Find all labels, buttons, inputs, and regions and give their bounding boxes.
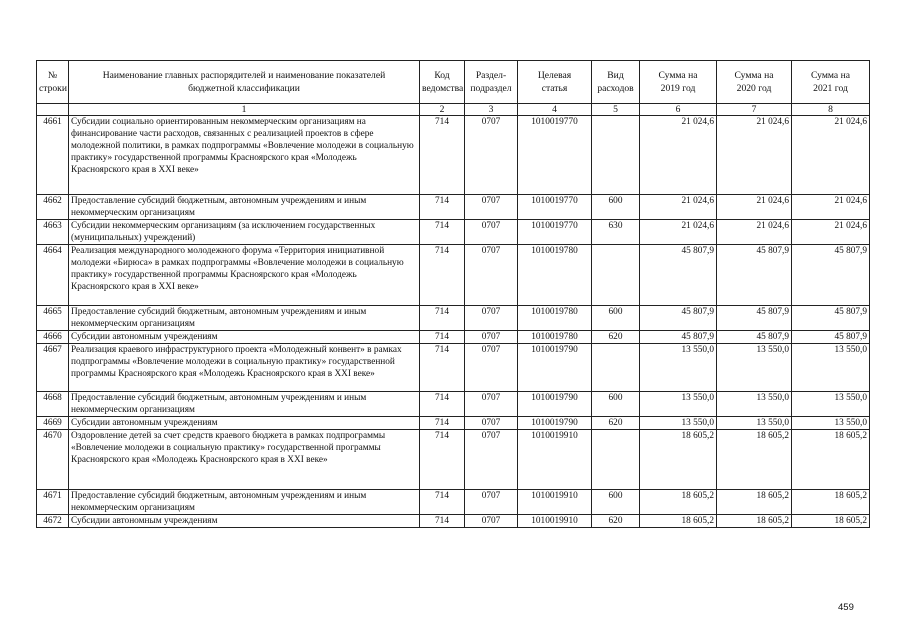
sum-2021-cell: 21 024,6: [792, 220, 870, 245]
table-row: [37, 245, 870, 306]
expense-type-cell: 630: [592, 220, 640, 245]
row-number-cell: 4661: [37, 116, 69, 195]
row-number-cell: 4665: [37, 306, 69, 331]
column-index-cell: 5: [592, 104, 640, 116]
dept-code-cell: 714: [420, 344, 465, 392]
sum-2020-cell: 45 807,9: [717, 245, 792, 306]
sum-2019-cell: 21 024,6: [640, 116, 717, 195]
column-index-cell: 2: [420, 104, 465, 116]
target-article-cell: 1010019770: [518, 220, 592, 245]
sum-2020-cell: 13 550,0: [717, 417, 792, 430]
expense-type-cell: 620: [592, 331, 640, 344]
row-number-cell: 4663: [37, 220, 69, 245]
target-article-cell: 1010019780: [518, 331, 592, 344]
dept-code-cell: 714: [420, 220, 465, 245]
target-article-cell: 1010019770: [518, 116, 592, 195]
target-article-cell: 1010019910: [518, 490, 592, 515]
row-number-cell: 4662: [37, 195, 69, 220]
dept-code-cell: 714: [420, 331, 465, 344]
target-article-cell: 1010019770: [518, 195, 592, 220]
sum-2019-cell: 45 807,9: [640, 331, 717, 344]
sum-2021-cell: 21 024,6: [792, 195, 870, 220]
sum-2021-cell: 45 807,9: [792, 306, 870, 331]
row-number-cell: 4667: [37, 344, 69, 392]
header-sum-2020: Сумма на 2020 год: [717, 61, 792, 104]
table-body: [37, 116, 870, 528]
table-row: [37, 195, 870, 220]
row-number-cell: 4664: [37, 245, 69, 306]
header-target-article: Целевая статья: [518, 61, 592, 104]
row-name-cell: Оздоровление детей за счет средств краевого бюджета в рамках подпрограммы «Вовлечение молодежи в социальную практику» государственной программы Красноярского края «Молодежь Красноярского края в XXI веке»: [69, 430, 420, 490]
sum-2021-cell: 18 605,2: [792, 430, 870, 490]
row-name-cell: Предоставление субсидий бюджетным, автономным учреждениям и иным некоммерческим организациям: [69, 195, 420, 220]
row-name-cell: Субсидии автономным учреждениям: [69, 331, 420, 344]
table-row: [37, 490, 870, 515]
sum-2019-cell: 21 024,6: [640, 220, 717, 245]
expense-type-cell: [592, 245, 640, 306]
row-number-cell: 4672: [37, 515, 69, 528]
column-index-cell: 8: [792, 104, 870, 116]
row-number-cell: 4666: [37, 331, 69, 344]
sum-2020-cell: 21 024,6: [717, 116, 792, 195]
dept-code-cell: 714: [420, 417, 465, 430]
section-cell: 0707: [465, 306, 518, 331]
section-cell: 0707: [465, 331, 518, 344]
row-name-cell: Реализация краевого инфраструктурного проекта «Молодежный конвент» в рамках подпрограммы «Вовлечение молодежи в социальную практику» государственной программы Красноярского края «Молодежь Красноярского края в XXI веке»: [69, 344, 420, 392]
table-row: [37, 417, 870, 430]
target-article-cell: 1010019910: [518, 515, 592, 528]
sum-2020-cell: 21 024,6: [717, 195, 792, 220]
sum-2019-cell: 13 550,0: [640, 392, 717, 417]
column-index-cell: 3: [465, 104, 518, 116]
section-cell: 0707: [465, 417, 518, 430]
section-cell: 0707: [465, 344, 518, 392]
expense-type-cell: 600: [592, 490, 640, 515]
header-section: Раздел- подраздел: [465, 61, 518, 104]
sum-2020-cell: 13 550,0: [717, 344, 792, 392]
header-sum-2021: Сумма на 2021 год: [792, 61, 870, 104]
sum-2019-cell: 13 550,0: [640, 344, 717, 392]
sum-2020-cell: 45 807,9: [717, 306, 792, 331]
row-name-cell: Субсидии автономным учреждениям: [69, 515, 420, 528]
row-name-cell: Субсидии социально ориентированным некоммерческим организациям на финансирование части расходов, связанных с реализацией проектов в сфере молодежной политики, в рамках подпрограммы «Вовлечение молодежи в социальную практику» государственной программы Красноярского края «Молодежь Красноярского края в XXI веке»: [69, 116, 420, 195]
header-row: [37, 61, 870, 104]
sum-2019-cell: 18 605,2: [640, 515, 717, 528]
dept-code-cell: 714: [420, 515, 465, 528]
section-cell: 0707: [465, 392, 518, 417]
table-row: [37, 331, 870, 344]
row-number-cell: 4668: [37, 392, 69, 417]
row-name-cell: Предоставление субсидий бюджетным, автономным учреждениям и иным некоммерческим организациям: [69, 306, 420, 331]
section-cell: 0707: [465, 220, 518, 245]
expense-type-cell: 600: [592, 306, 640, 331]
target-article-cell: 1010019790: [518, 417, 592, 430]
section-cell: 0707: [465, 116, 518, 195]
section-cell: 0707: [465, 195, 518, 220]
table-row: [37, 344, 870, 392]
dept-code-cell: 714: [420, 392, 465, 417]
table-row: [37, 430, 870, 490]
sum-2019-cell: 21 024,6: [640, 195, 717, 220]
column-index-cell: 4: [518, 104, 592, 116]
target-article-cell: 1010019910: [518, 430, 592, 490]
row-number-cell: 4670: [37, 430, 69, 490]
sum-2019-cell: 13 550,0: [640, 417, 717, 430]
section-cell: 0707: [465, 490, 518, 515]
column-index-cell: [37, 104, 69, 116]
sum-2021-cell: 45 807,9: [792, 331, 870, 344]
sum-2020-cell: 21 024,6: [717, 220, 792, 245]
expense-type-cell: 600: [592, 195, 640, 220]
expense-type-cell: [592, 430, 640, 490]
sum-2021-cell: 18 605,2: [792, 490, 870, 515]
column-index-cell: 1: [69, 104, 420, 116]
sum-2021-cell: 18 605,2: [792, 515, 870, 528]
row-name-cell: Субсидии некоммерческим организациям (за исключением государственных (муниципальных) учреждений): [69, 220, 420, 245]
section-cell: 0707: [465, 515, 518, 528]
header-dept-code: Код ведомства: [420, 61, 465, 104]
dept-code-cell: 714: [420, 245, 465, 306]
target-article-cell: 1010019790: [518, 392, 592, 417]
page-number: 459: [838, 602, 854, 613]
sum-2021-cell: 13 550,0: [792, 417, 870, 430]
row-name-cell: Реализация международного молодежного форума «Территория инициативной молодежи «Бирюса» в рамках подпрограммы «Вовлечение молодежи в социальную практику» государственной программы Красноярского края «Молодежь Красноярского края в XXI веке»: [69, 245, 420, 306]
expense-type-cell: 620: [592, 515, 640, 528]
expense-type-cell: 620: [592, 417, 640, 430]
section-cell: 0707: [465, 245, 518, 306]
sum-2021-cell: 13 550,0: [792, 344, 870, 392]
budget-table: [36, 60, 870, 528]
header-expense-type: Вид расходов: [592, 61, 640, 104]
target-article-cell: 1010019790: [518, 344, 592, 392]
row-name-cell: Предоставление субсидий бюджетным, автономным учреждениям и иным некоммерческим организациям: [69, 490, 420, 515]
column-index-cell: 7: [717, 104, 792, 116]
expense-type-cell: [592, 116, 640, 195]
sum-2020-cell: 18 605,2: [717, 430, 792, 490]
sum-2021-cell: 45 807,9: [792, 245, 870, 306]
dept-code-cell: 714: [420, 306, 465, 331]
column-index-row: [37, 104, 870, 116]
table-row: [37, 306, 870, 331]
table-row: [37, 515, 870, 528]
sum-2019-cell: 45 807,9: [640, 306, 717, 331]
column-index-cell: 6: [640, 104, 717, 116]
row-name-cell: Предоставление субсидий бюджетным, автономным учреждениям и иным некоммерческим организациям: [69, 392, 420, 417]
sum-2021-cell: 21 024,6: [792, 116, 870, 195]
dept-code-cell: 714: [420, 430, 465, 490]
header-row-number: № строки: [37, 61, 69, 104]
sum-2020-cell: 18 605,2: [717, 490, 792, 515]
header-sum-2019: Сумма на 2019 год: [640, 61, 717, 104]
sum-2019-cell: 45 807,9: [640, 245, 717, 306]
sum-2020-cell: 45 807,9: [717, 331, 792, 344]
sum-2019-cell: 18 605,2: [640, 490, 717, 515]
header-name: Наименование главных распорядителей и наименование показателей бюджетной классификации: [69, 61, 420, 104]
dept-code-cell: 714: [420, 490, 465, 515]
row-number-cell: 4669: [37, 417, 69, 430]
table-row: [37, 220, 870, 245]
row-number-cell: 4671: [37, 490, 69, 515]
table-row: [37, 116, 870, 195]
dept-code-cell: 714: [420, 116, 465, 195]
expense-type-cell: 600: [592, 392, 640, 417]
sum-2021-cell: 13 550,0: [792, 392, 870, 417]
dept-code-cell: 714: [420, 195, 465, 220]
expense-type-cell: [592, 344, 640, 392]
table-row: [37, 392, 870, 417]
row-name-cell: Субсидии автономным учреждениям: [69, 417, 420, 430]
sum-2019-cell: 18 605,2: [640, 430, 717, 490]
sum-2020-cell: 18 605,2: [717, 515, 792, 528]
section-cell: 0707: [465, 430, 518, 490]
target-article-cell: 1010019780: [518, 245, 592, 306]
target-article-cell: 1010019780: [518, 306, 592, 331]
sum-2020-cell: 13 550,0: [717, 392, 792, 417]
